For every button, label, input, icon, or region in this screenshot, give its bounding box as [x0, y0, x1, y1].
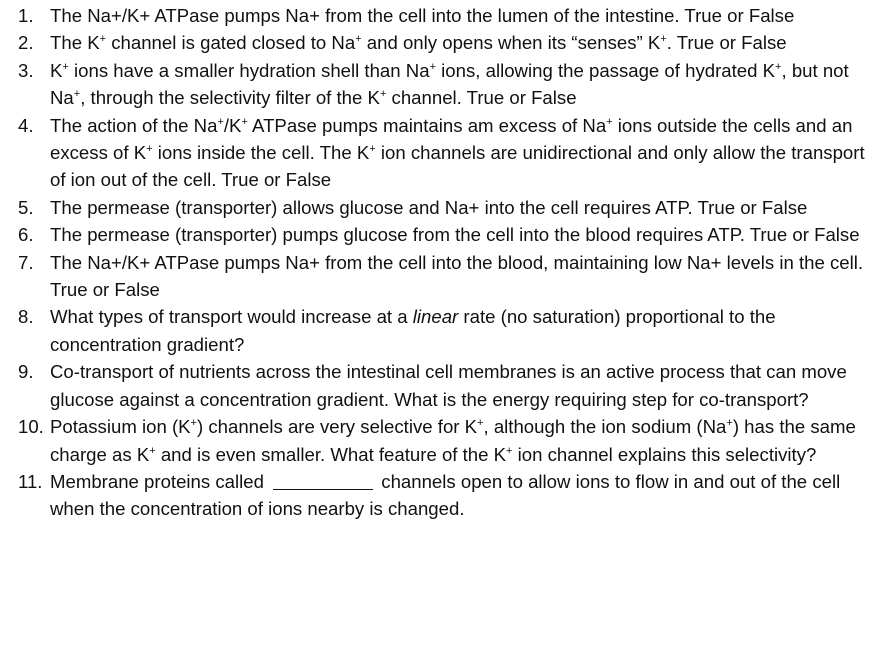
question-number: 1.	[18, 5, 34, 26]
text-segment: The permease (transporter) allows glucose and Na+ into the cell requires ATP. True or False	[50, 196, 808, 218]
question-item	[18, 468, 878, 523]
superscript-charge: +	[606, 115, 613, 128]
text-segment: ions outside the cells and an excess of K	[50, 114, 853, 164]
question-item	[18, 249, 878, 304]
text-segment: Potassium ion (K	[50, 416, 191, 438]
text-segment: channel is gated closed to Na	[106, 32, 356, 54]
text-segment: and only opens when its “senses” K	[361, 32, 661, 54]
text-segment: The permease (transporter) pumps glucose from the cell into the blood requires ATP. True or False	[50, 224, 860, 246]
question-text	[50, 29, 878, 56]
question-number: 7.	[18, 251, 34, 273]
question-item	[18, 29, 878, 56]
question-list	[18, 2, 878, 523]
text-segment: rate (no saturation) proportional to the concentration gradient?	[50, 306, 776, 355]
question-text	[50, 468, 878, 523]
text-segment: K	[50, 59, 63, 81]
answer-blank[interactable]	[273, 471, 373, 490]
superscript-charge: +	[506, 444, 513, 457]
text-segment: The K	[50, 32, 100, 54]
text-segment: Co-transport of nutrients across the intestinal cell membranes is an active process that can move glucose against a concentration gradient. What is the energy requiring step for co-transport?	[50, 361, 847, 410]
text-segment: and is even smaller. What feature of the K	[155, 443, 507, 465]
superscript-charge: +	[241, 115, 248, 128]
text-segment: ions, allowing the passage of hydrated K	[436, 59, 776, 81]
text-segment: channels open to allow ions to flow in and out of the cell when the concentration of ions nearby is changed.	[50, 470, 841, 520]
text-segment: The action of the Na	[50, 114, 218, 136]
superscript-charge: +	[775, 60, 782, 73]
superscript-charge: +	[73, 88, 81, 101]
question-number: 11.	[18, 470, 43, 492]
question-text	[50, 221, 878, 248]
question-text	[50, 358, 878, 413]
question-text	[50, 249, 878, 304]
text-segment: ions inside the cell. The K	[152, 142, 370, 164]
question-item	[18, 57, 878, 112]
question-number: 2.	[18, 32, 34, 54]
question-item	[18, 358, 878, 413]
superscript-charge: +	[146, 143, 153, 156]
superscript-charge: +	[99, 33, 107, 46]
question-item	[18, 2, 878, 29]
text-segment: , although the ion sodium (Na	[483, 416, 727, 438]
superscript-charge: +	[726, 417, 733, 430]
text-segment: ion channel explains this selectivity?	[512, 443, 817, 465]
text-segment: channel. True or False	[386, 87, 577, 109]
question-item	[18, 303, 878, 358]
superscript-charge: +	[355, 33, 362, 46]
text-segment: /K	[223, 114, 242, 136]
question-item	[18, 221, 878, 248]
text-segment: , through the selectivity filter of the K	[80, 87, 380, 109]
text-segment: , but not Na	[50, 59, 849, 109]
superscript-charge: +	[660, 33, 667, 46]
text-segment: ions have a smaller hydration shell than Na	[68, 59, 430, 81]
question-text	[50, 194, 878, 221]
superscript-charge: +	[149, 444, 156, 457]
superscript-charge: +	[477, 417, 484, 430]
text-segment: . True or False	[666, 32, 787, 54]
text-segment: ATPase pumps maintains am excess of Na	[247, 114, 607, 136]
question-text	[50, 112, 878, 194]
text-segment: ) channels are very selective for K	[196, 416, 478, 438]
question-number: 4.	[18, 114, 34, 136]
question-text	[50, 2, 878, 29]
question-number: 5.	[18, 196, 34, 218]
question-number: 8.	[18, 306, 34, 328]
superscript-charge: +	[429, 60, 436, 73]
text-segment: The Na+/K+ ATPase pumps Na+ from the cell into the blood, maintaining low Na+ levels in the cell. True or False	[50, 251, 864, 301]
italic-text: linear	[412, 306, 459, 328]
text-segment: ) has the same charge as K	[50, 416, 856, 465]
question-number: 10.	[18, 416, 44, 438]
text-segment: Membrane proteins called	[50, 470, 270, 492]
question-item	[18, 413, 878, 468]
text-segment: What types of transport would increase at a	[50, 306, 413, 328]
question-text	[50, 303, 878, 358]
question-number: 6.	[18, 224, 34, 246]
superscript-charge: +	[369, 143, 376, 156]
question-item	[18, 112, 878, 194]
question-number: 3.	[18, 59, 34, 81]
superscript-charge: +	[190, 417, 197, 430]
question-text	[50, 413, 878, 468]
question-text	[50, 57, 878, 112]
superscript-charge: +	[217, 115, 224, 128]
superscript-charge: +	[62, 60, 69, 73]
text-segment: The Na+/K+ ATPase pumps Na+ from the cell into the lumen of the intestine. True or False	[50, 5, 795, 26]
text-segment: ion channels are unidirectional and only allow the transport of ion out of the cell. True or False	[50, 142, 865, 191]
question-item	[18, 194, 878, 221]
superscript-charge: +	[379, 88, 387, 101]
question-number: 9.	[18, 361, 34, 383]
